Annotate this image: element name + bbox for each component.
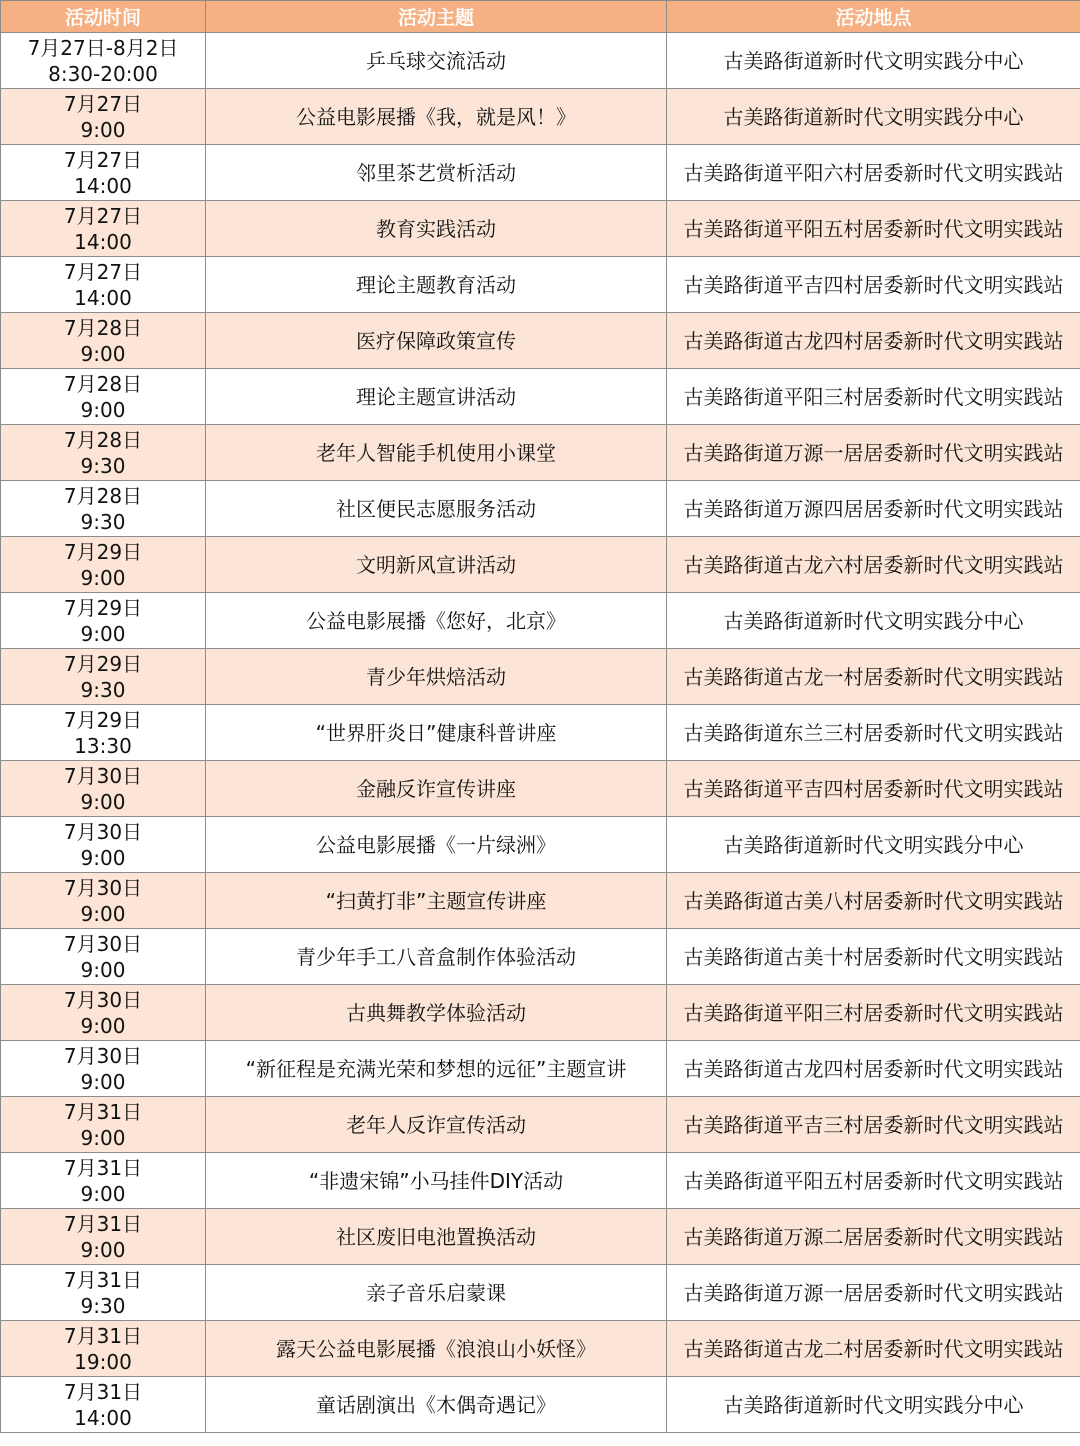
cell-location: 古美路街道古龙一村居委新时代文明实践站: [667, 649, 1080, 705]
table-body: [1, 33, 1080, 1433]
cell-location: 古美路街道平吉四村居委新时代文明实践站: [667, 761, 1080, 817]
cell-time: [1, 425, 206, 481]
table-row: [1, 1321, 1080, 1377]
table-row: [1, 89, 1080, 145]
cell-time: [1, 1097, 206, 1153]
table-row: [1, 985, 1080, 1041]
activity-date: 7月31日: [63, 1155, 143, 1180]
activity-date: 7月30日: [63, 931, 143, 956]
cell-topic: “非遗宋锦”小马挂件DIY活动: [206, 1153, 667, 1209]
activity-time: 9:00: [80, 117, 126, 142]
table-row: [1, 145, 1080, 201]
table-row: [1, 873, 1080, 929]
activity-time: 9:00: [80, 957, 126, 982]
cell-location: 古美路街道古龙六村居委新时代文明实践站: [667, 537, 1080, 593]
activity-date: 7月31日: [63, 1099, 143, 1124]
cell-location: 古美路街道新时代文明实践分中心: [667, 89, 1080, 145]
activity-date: 7月28日: [63, 371, 143, 396]
cell-location: 古美路街道万源二居居委新时代文明实践站: [667, 1209, 1080, 1265]
cell-location: 古美路街道新时代文明实践分中心: [667, 817, 1080, 873]
activity-time: 9:00: [80, 1181, 126, 1206]
activity-time: 9:00: [80, 565, 126, 590]
cell-topic: 童话剧演出《木偶奇遇记》: [206, 1377, 667, 1433]
cell-topic: 理论主题宣讲活动: [206, 369, 667, 425]
activity-time: 9:00: [80, 397, 126, 422]
cell-location: 古美路街道新时代文明实践分中心: [667, 33, 1080, 89]
cell-location: 古美路街道万源一居居委新时代文明实践站: [667, 425, 1080, 481]
activity-time: 9:00: [80, 1013, 126, 1038]
cell-topic: 公益电影展播《一片绿洲》: [206, 817, 667, 873]
activity-time: 9:30: [80, 509, 126, 534]
cell-time: [1, 1209, 206, 1265]
activity-date: 7月27日: [63, 259, 143, 284]
activity-date: 7月27日-8月2日: [27, 35, 179, 60]
cell-topic: 医疗保障政策宣传: [206, 313, 667, 369]
cell-time: [1, 873, 206, 929]
activity-time: 9:00: [80, 845, 126, 870]
cell-topic: 老年人反诈宣传活动: [206, 1097, 667, 1153]
cell-location: 古美路街道古龙四村居委新时代文明实践站: [667, 313, 1080, 369]
table-row: [1, 1041, 1080, 1097]
cell-time: [1, 985, 206, 1041]
cell-time: [1, 201, 206, 257]
cell-topic: 金融反诈宣传讲座: [206, 761, 667, 817]
cell-time: [1, 649, 206, 705]
activity-time: 9:00: [80, 1069, 126, 1094]
activity-time: 14:00: [74, 229, 132, 254]
cell-location: 古美路街道东兰三村居委新时代文明实践站: [667, 705, 1080, 761]
cell-time: [1, 929, 206, 985]
cell-topic: 青少年手工八音盒制作体验活动: [206, 929, 667, 985]
activity-date: 7月31日: [63, 1211, 143, 1236]
cell-topic: 文明新风宣讲活动: [206, 537, 667, 593]
activity-time: 8:30-20:00: [48, 61, 158, 86]
table-row: [1, 1153, 1080, 1209]
cell-location: 古美路街道平阳三村居委新时代文明实践站: [667, 369, 1080, 425]
cell-location: 古美路街道平吉三村居委新时代文明实践站: [667, 1097, 1080, 1153]
cell-time: [1, 369, 206, 425]
cell-time: [1, 705, 206, 761]
cell-topic: 青少年烘焙活动: [206, 649, 667, 705]
table-row: [1, 593, 1080, 649]
table-row: [1, 201, 1080, 257]
activity-date: 7月30日: [63, 1043, 143, 1068]
cell-time: [1, 1153, 206, 1209]
activity-time: 14:00: [74, 285, 132, 310]
activity-date: 7月29日: [63, 707, 143, 732]
cell-time: [1, 89, 206, 145]
cell-time: [1, 1321, 206, 1377]
table-row: [1, 817, 1080, 873]
cell-location: 古美路街道平阳三村居委新时代文明实践站: [667, 985, 1080, 1041]
cell-location: 古美路街道平阳五村居委新时代文明实践站: [667, 201, 1080, 257]
cell-time: [1, 33, 206, 89]
cell-topic: “扫黄打非”主题宣传讲座: [206, 873, 667, 929]
cell-topic: 亲子音乐启蒙课: [206, 1265, 667, 1321]
activity-time: 9:30: [80, 677, 126, 702]
cell-location: 古美路街道古美十村居委新时代文明实践站: [667, 929, 1080, 985]
table-row: [1, 705, 1080, 761]
activity-date: 7月31日: [63, 1267, 143, 1292]
cell-topic: 古典舞教学体验活动: [206, 985, 667, 1041]
table-row: [1, 761, 1080, 817]
cell-time: [1, 1377, 206, 1433]
activity-date: 7月30日: [63, 875, 143, 900]
table-row: [1, 649, 1080, 705]
cell-location: 古美路街道新时代文明实践分中心: [667, 1377, 1080, 1433]
cell-topic: “新征程是充满光荣和梦想的远征”主题宣讲: [206, 1041, 667, 1097]
cell-time: [1, 257, 206, 313]
cell-topic: 理论主题教育活动: [206, 257, 667, 313]
activity-date: 7月28日: [63, 483, 143, 508]
cell-location: 古美路街道古龙四村居委新时代文明实践站: [667, 1041, 1080, 1097]
cell-location: 古美路街道古龙二村居委新时代文明实践站: [667, 1321, 1080, 1377]
header-time: 活动时间: [1, 1, 206, 33]
table-row: [1, 425, 1080, 481]
activity-time: 9:00: [80, 1237, 126, 1262]
activity-date: 7月29日: [63, 539, 143, 564]
table-row: [1, 33, 1080, 89]
table-row: [1, 313, 1080, 369]
cell-time: [1, 145, 206, 201]
header-location: 活动地点: [667, 1, 1080, 33]
cell-time: [1, 1265, 206, 1321]
activity-date: 7月27日: [63, 91, 143, 116]
activity-time: 9:30: [80, 1293, 126, 1318]
table-row: [1, 257, 1080, 313]
table-row: [1, 1265, 1080, 1321]
activity-time: 9:00: [80, 901, 126, 926]
cell-time: [1, 481, 206, 537]
cell-topic: 乒乓球交流活动: [206, 33, 667, 89]
activity-time: 13:30: [74, 733, 132, 758]
cell-time: [1, 817, 206, 873]
activity-time: 9:00: [80, 1125, 126, 1150]
cell-time: [1, 593, 206, 649]
cell-location: 古美路街道万源四居居委新时代文明实践站: [667, 481, 1080, 537]
cell-location: 古美路街道平吉四村居委新时代文明实践站: [667, 257, 1080, 313]
table-row: [1, 929, 1080, 985]
cell-topic: 邻里茶艺赏析活动: [206, 145, 667, 201]
activity-date: 7月31日: [63, 1379, 143, 1404]
activity-date: 7月30日: [63, 987, 143, 1012]
activity-date: 7月29日: [63, 651, 143, 676]
activity-time: 14:00: [74, 1405, 132, 1430]
cell-topic: 教育实践活动: [206, 201, 667, 257]
table-row: [1, 369, 1080, 425]
activity-date: 7月28日: [63, 315, 143, 340]
table-row: [1, 1097, 1080, 1153]
cell-location: 古美路街道平阳五村居委新时代文明实践站: [667, 1153, 1080, 1209]
table-row: [1, 1209, 1080, 1265]
cell-topic: “世界肝炎日”健康科普讲座: [206, 705, 667, 761]
activity-date: 7月30日: [63, 763, 143, 788]
table-row: [1, 537, 1080, 593]
activity-time: 9:00: [80, 621, 126, 646]
activity-date: 7月28日: [63, 427, 143, 452]
activity-time: 19:00: [74, 1349, 132, 1374]
table-row: [1, 1377, 1080, 1433]
activity-date: 7月27日: [63, 203, 143, 228]
cell-location: 古美路街道古美八村居委新时代文明实践站: [667, 873, 1080, 929]
activity-date: 7月30日: [63, 819, 143, 844]
cell-topic: 社区便民志愿服务活动: [206, 481, 667, 537]
cell-location: 古美路街道万源一居居委新时代文明实践站: [667, 1265, 1080, 1321]
cell-topic: 露天公益电影展播《浪浪山小妖怪》: [206, 1321, 667, 1377]
cell-location: 古美路街道平阳六村居委新时代文明实践站: [667, 145, 1080, 201]
activity-time: 14:00: [74, 173, 132, 198]
activity-time: 9:30: [80, 453, 126, 478]
activity-date: 7月31日: [63, 1323, 143, 1348]
activity-date: 7月27日: [63, 147, 143, 172]
table-row: [1, 481, 1080, 537]
cell-topic: 老年人智能手机使用小课堂: [206, 425, 667, 481]
cell-topic: 公益电影展播《我，就是风！》: [206, 89, 667, 145]
cell-time: [1, 1041, 206, 1097]
table-header-row: [1, 1, 1080, 33]
cell-topic: 社区废旧电池置换活动: [206, 1209, 667, 1265]
activity-date: 7月29日: [63, 595, 143, 620]
cell-time: [1, 761, 206, 817]
header-topic: 活动主题: [206, 1, 667, 33]
cell-time: [1, 537, 206, 593]
activity-time: 9:00: [80, 789, 126, 814]
cell-topic: 公益电影展播《您好，北京》: [206, 593, 667, 649]
activity-time: 9:00: [80, 341, 126, 366]
cell-time: [1, 313, 206, 369]
cell-location: 古美路街道新时代文明实践分中心: [667, 593, 1080, 649]
